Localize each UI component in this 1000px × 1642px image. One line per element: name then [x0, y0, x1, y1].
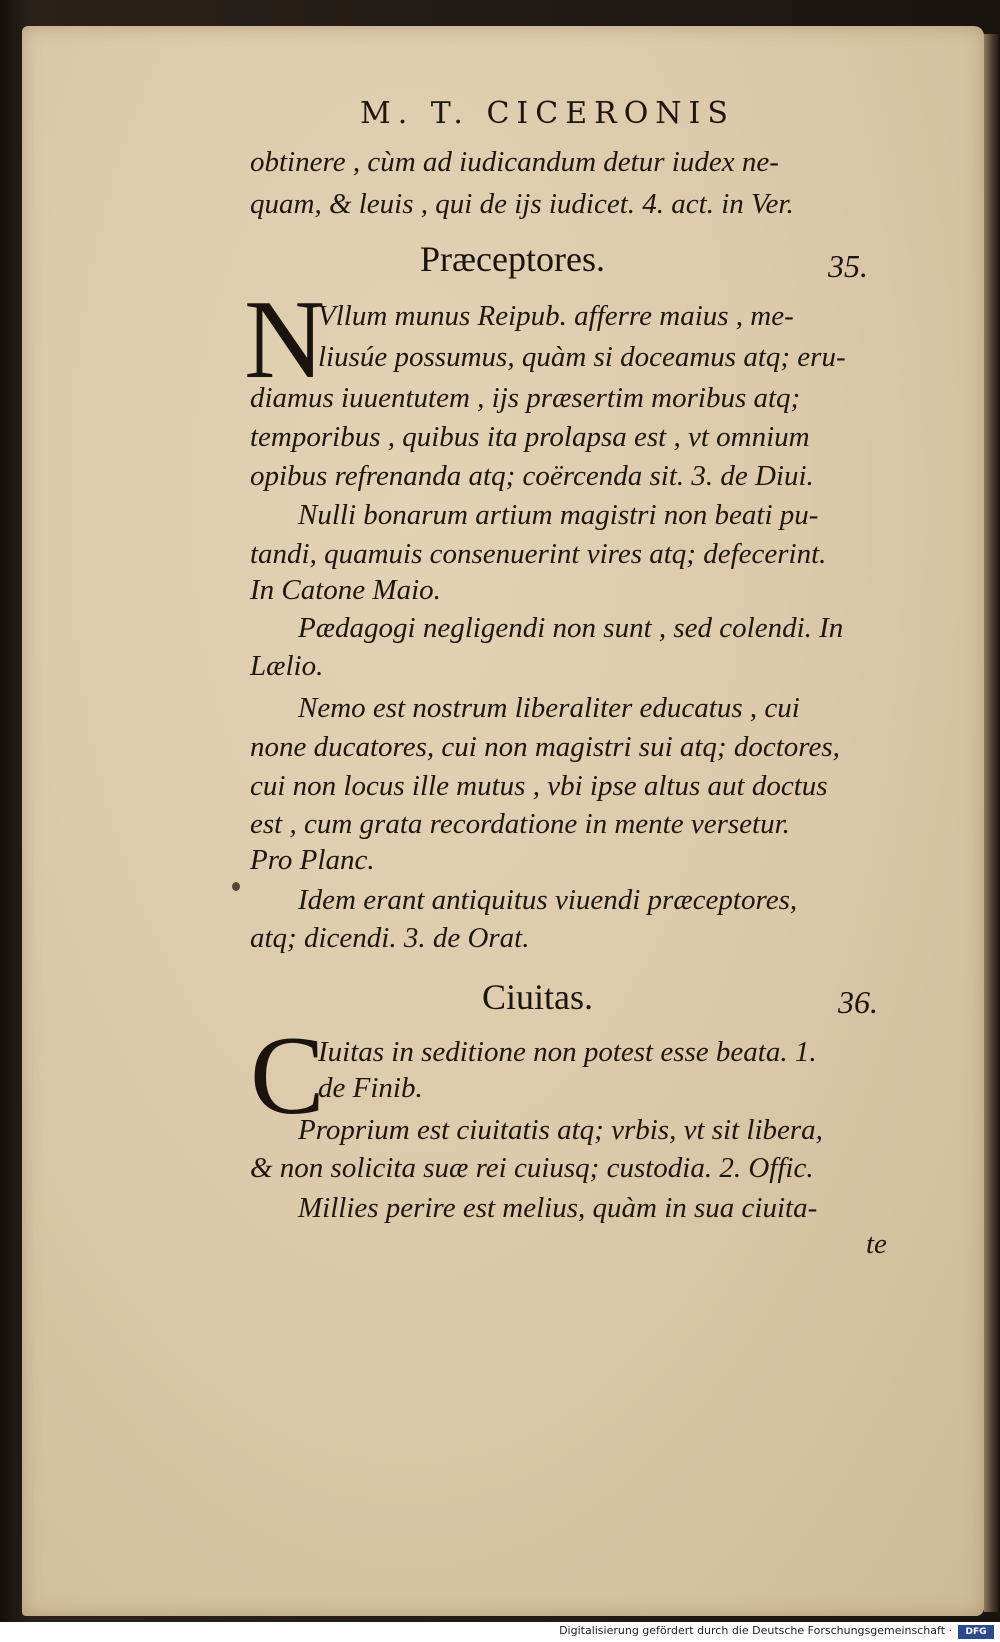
- text-line: Pro Planc.: [250, 844, 375, 876]
- text-line: Nulli bonarum artium magistri non beati pu-: [298, 499, 819, 531]
- text-line: obtinere , cùm ad iudicandum detur iudex ne-: [250, 146, 779, 178]
- text-line: opibus refrenanda atq; coërcenda sit. 3. de Diui.: [250, 460, 814, 492]
- text-line: Nemo est nostrum liberaliter educatus , cui: [298, 692, 800, 724]
- text-line: temporibus , quibus ita prolapsa est , vt omnium: [250, 421, 810, 453]
- text-line: cui non locus ille mutus , vbi ipse altus aut doctus: [250, 770, 828, 802]
- text-line: Pædagogi negligendi non sunt , sed colendi. In: [298, 612, 844, 644]
- text-line: de Finib.: [318, 1072, 423, 1104]
- text-line: diamus iuuentutem , ijs præsertim moribus atq;: [250, 382, 801, 414]
- text-line: Proprium est ciuitatis atq; vrbis, vt sit libera,: [298, 1114, 823, 1146]
- drop-cap: C: [250, 1014, 325, 1138]
- text-line: est , cum grata recordatione in mente versetur.: [250, 808, 790, 840]
- page-edge: [984, 34, 998, 1612]
- text-line: atq; dicendi. 3. de Orat.: [250, 922, 530, 954]
- running-head: M. T. CICERONIS: [360, 96, 735, 131]
- catchword: te: [866, 1228, 887, 1260]
- drop-cap: N: [244, 278, 325, 402]
- text-line: In Catone Maio.: [250, 574, 441, 606]
- section-number: 35.: [828, 248, 868, 284]
- section-heading: Ciuitas.: [482, 977, 594, 1017]
- ink-spot: [232, 882, 240, 891]
- text-line: Iuitas in seditione non potest esse beata. 1.: [318, 1036, 817, 1068]
- section-number: 36.: [838, 984, 878, 1020]
- footer-bar: [0, 1622, 1000, 1642]
- text-line: Millies perire est melius, quàm in sua ciuita-: [298, 1192, 818, 1224]
- text-line: Lælio.: [250, 650, 324, 682]
- text-line: Idem erant antiquitus viuendi præceptores,: [298, 884, 798, 916]
- text-line: tandi, quamuis consenuerint vires atq; defecerint.: [250, 538, 827, 570]
- dfg-logo: DFG: [958, 1625, 994, 1639]
- section-heading: Præceptores.: [420, 239, 605, 279]
- text-line: liusúe possumus, quàm si doceamus atq; eru-: [318, 341, 846, 373]
- funding-note: Digitalisierung gefördert durch die Deutsche Forschungsgemeinschaft ·: [559, 1624, 952, 1637]
- text-line: none ducatores, cui non magistri sui atq; doctores,: [250, 731, 840, 763]
- text-line: & non solicita suæ rei cuiusq; custodia. 2. Offic.: [250, 1152, 814, 1184]
- text-line: quam, & leuis , qui de ijs iudicet. 4. act. in Ver.: [250, 188, 794, 220]
- text-line: Vllum munus Reipub. afferre maius , me-: [318, 300, 794, 332]
